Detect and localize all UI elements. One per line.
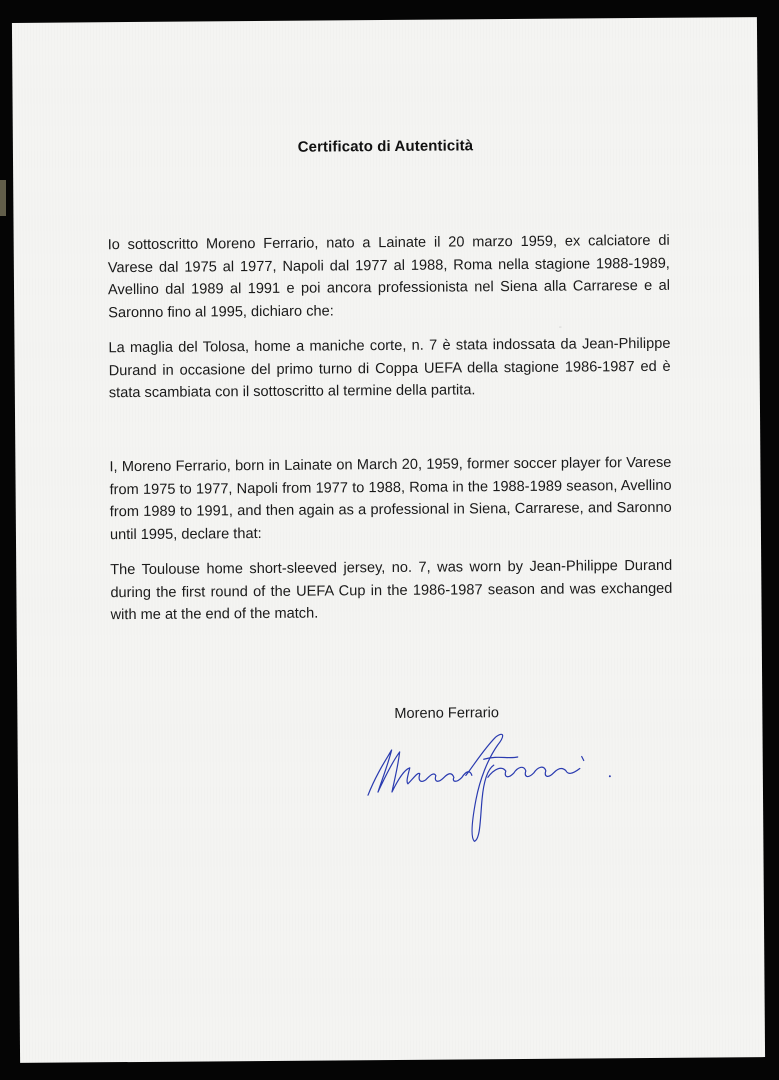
certificate-page xyxy=(12,17,765,1063)
italian-statement-paragraph: La maglia del Tolosa, home a maniche corte, n. 7 è stata indossata da Jean-Philippe Durand in occasione del primo turno di Coppa UEFA della stagione 1986-1987 ed è stata scambiata con il sottoscritto al termine della partita. xyxy=(108,335,671,402)
faint-mark: " xyxy=(559,326,562,333)
signatory-name: Moreno Ferrario xyxy=(394,705,500,722)
handwritten-signature xyxy=(347,718,628,850)
english-intro-paragraph: I, Moreno Ferrario, born in Lainate on March 20, 1959, former soccer player for Varese from 1975 to 1977, Napoli from 1977 to 1988, Roma in the 1988-1989 season, Avellino from 1989 to 1991, and then again as a professional in Siena, Carrarese, and Saronno until 1995, declare that: xyxy=(109,454,672,543)
english-statement-paragraph: The Toulouse home short-sleeved jersey, no. 7, was worn by Jean-Philippe Durand during the first round of the UEFA Cup in the 1986-1987 season and was exchanged with me at the end of the match. xyxy=(110,557,673,624)
document-title: Certificato di Autenticità xyxy=(297,137,474,156)
background-scrap xyxy=(0,180,6,216)
italian-intro-paragraph: Io sottoscritto Moreno Ferrario, nato a Lainate il 20 marzo 1959, ex calciatore di Varese dal 1975 al 1977, Napoli dal 1977 al 1988, Roma nella stagione 1988-1989, Avellino dal 1989 al 1991 e poi ancora professionista nel Siena alla Carrarese e al Saronno fino al 1995, dichiaro che: xyxy=(107,232,671,321)
signature-dot xyxy=(609,775,611,777)
